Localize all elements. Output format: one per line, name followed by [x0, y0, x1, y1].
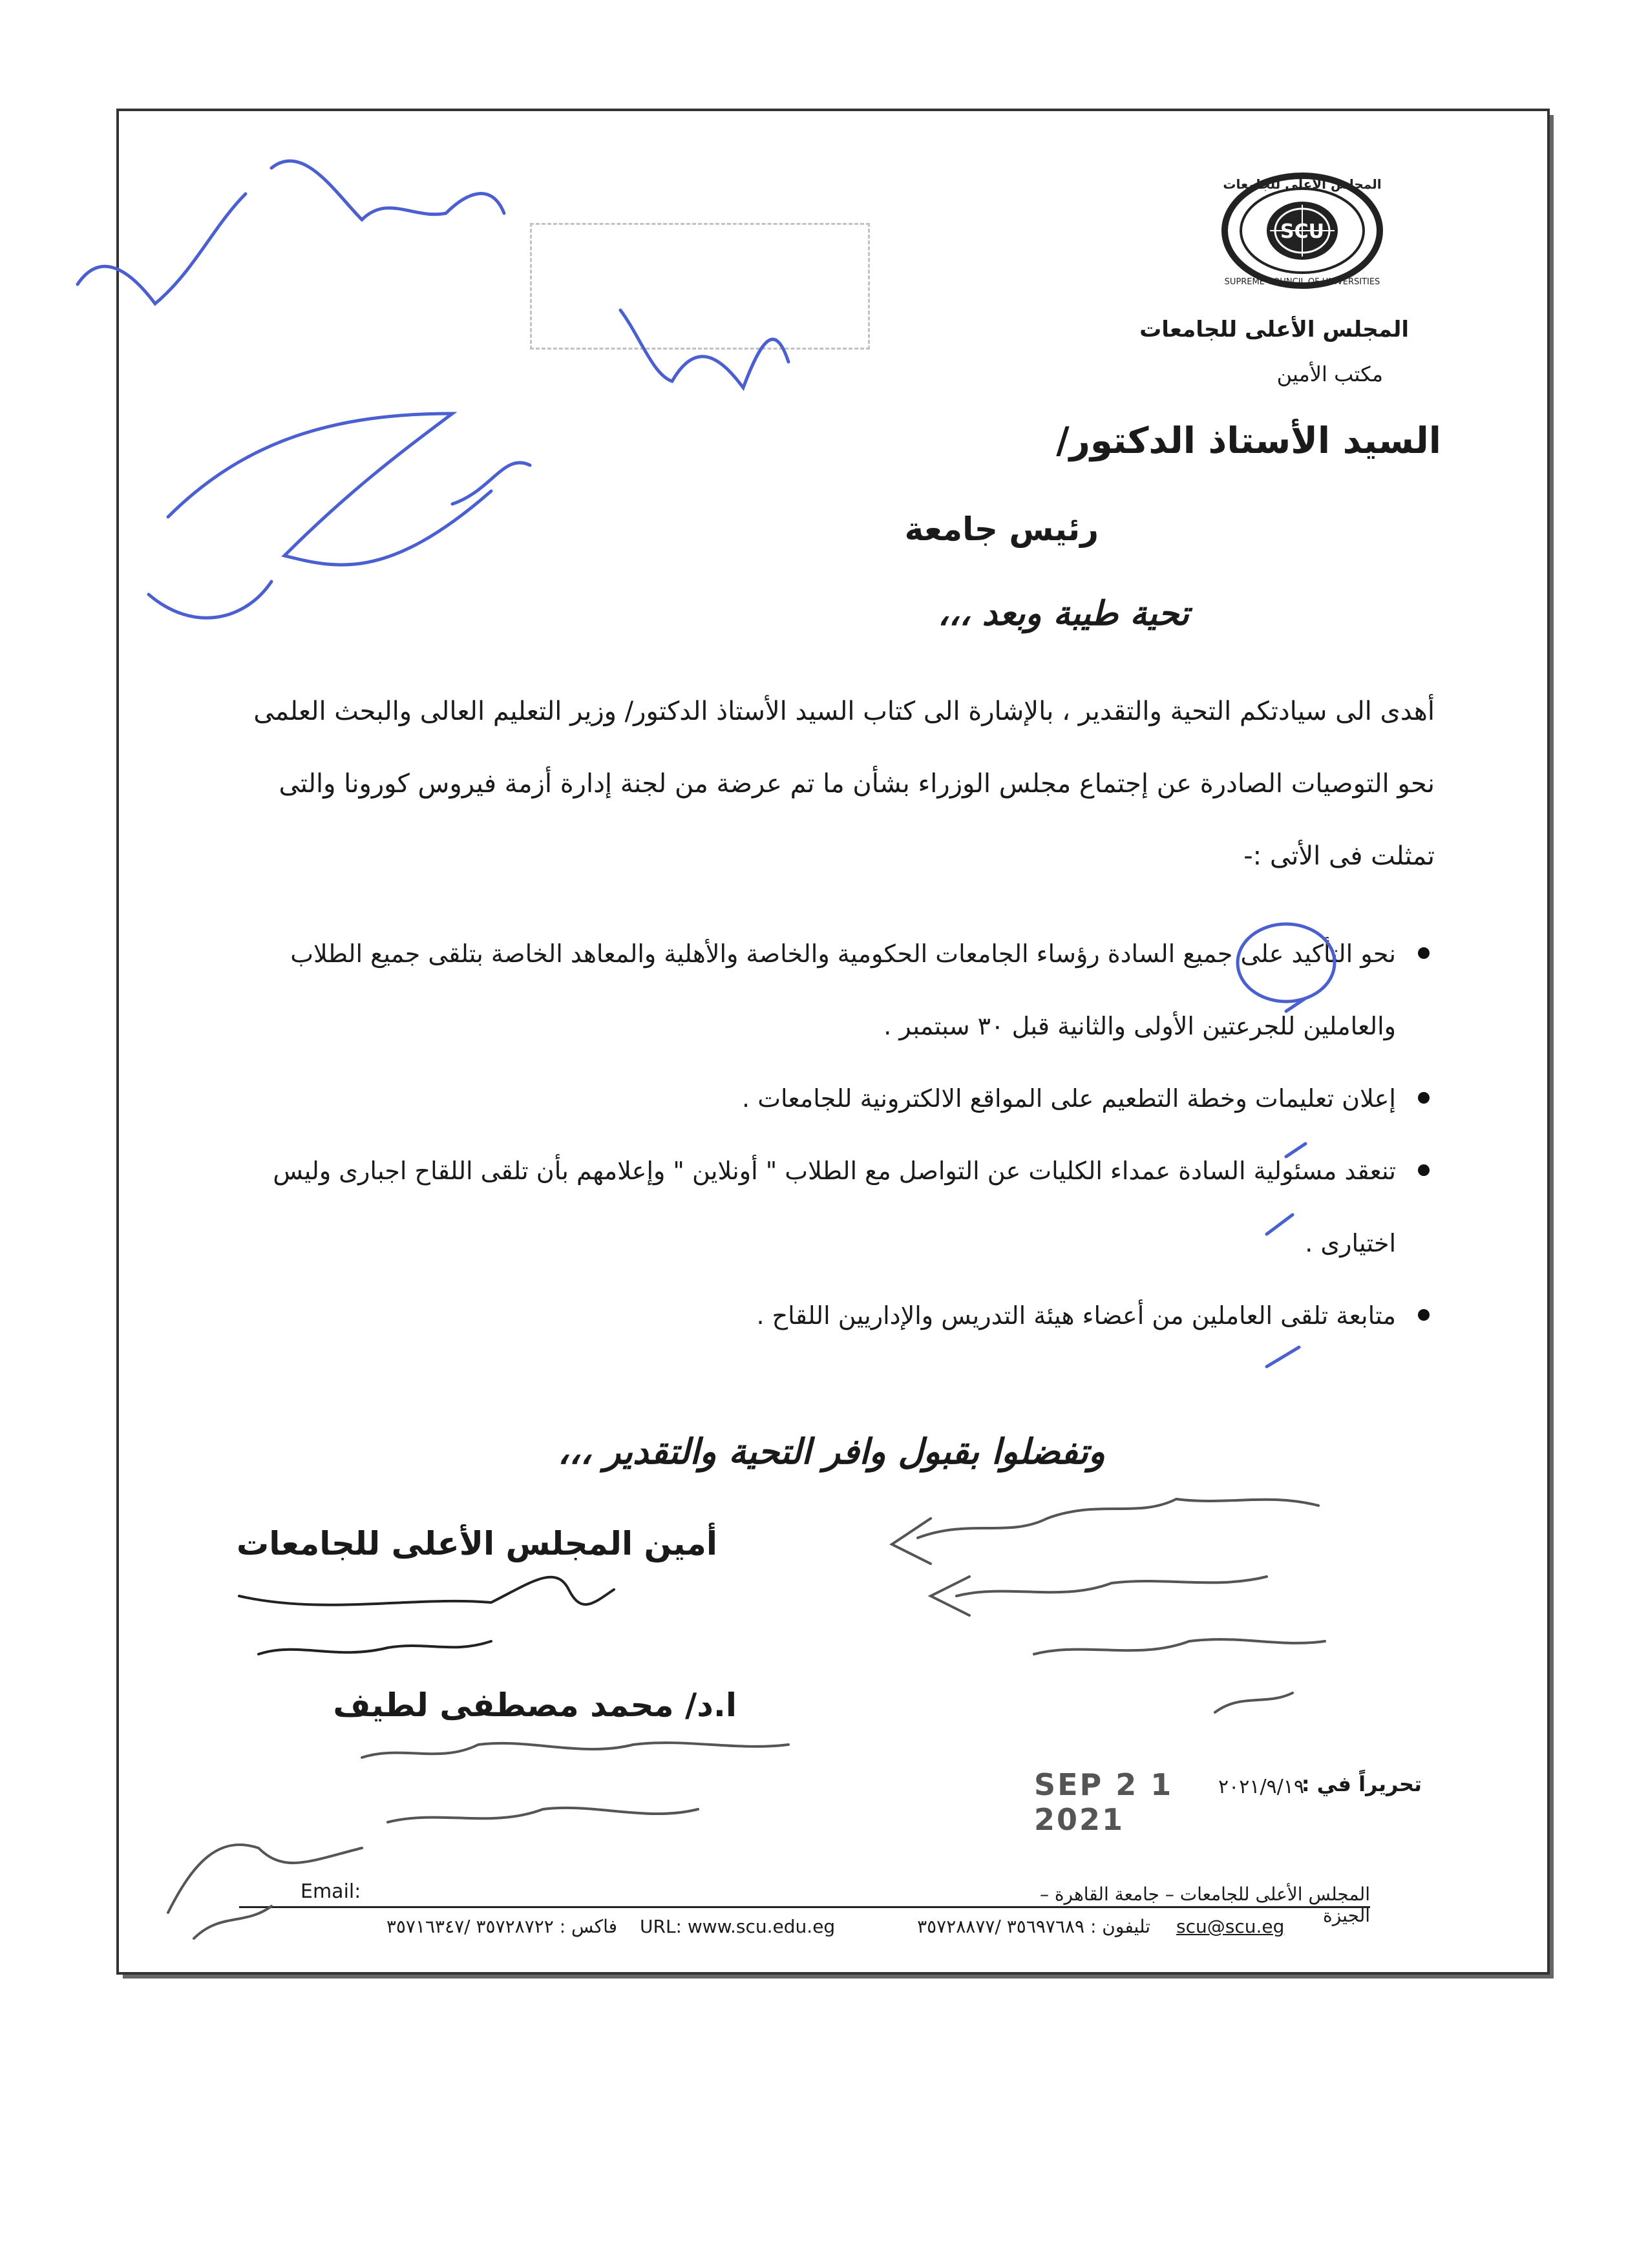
org-name: المجلس الأعلى للجامعات [1139, 317, 1409, 342]
received-stamp-box [530, 223, 870, 350]
bullet-icon [1418, 947, 1430, 959]
list-item [271, 918, 1435, 1062]
footer-fax: فاكس : ٣٥٧٢٨٧٢٢ /٣٥٧١٦٣٤٧ [386, 1916, 617, 1937]
addressee: رئيس جامعة [904, 510, 1099, 548]
seal-abbr: SCU [1280, 220, 1324, 243]
office-name: مكتب الأمين [1276, 362, 1383, 386]
closing-line: وتفضلوا بقبول وافر التحية والتقدير ،،، [558, 1431, 1105, 1472]
greeting: تحية طيبة وبعد ،،، [938, 594, 1189, 633]
footer-phone: تليفون : ٣٥٦٩٧٦٨٩ /٣٥٧٢٨٨٧٧ [917, 1916, 1150, 1937]
list-item-text: متابعة تلقى العاملين من أعضاء هيئة التدريس والإداريين اللقاح . [756, 1301, 1396, 1330]
recommendations-list [271, 918, 1435, 1352]
list-item [271, 1279, 1435, 1352]
list-item [271, 1062, 1435, 1135]
footer-address: المجلس الأعلى للجامعات – جامعة القاهرة – الجيزة [1039, 1884, 1370, 1926]
seal-arabic-text: المجلس الأعلى للجامعات [1223, 176, 1382, 192]
received-date-stamp: SEP 2 1 2021 [1034, 1767, 1174, 1837]
bullet-icon [1418, 1164, 1430, 1176]
seal-english-text: SUPREME COUNCIL OF UNIVERSITIES [1224, 277, 1380, 287]
list-item-text: إعلان تعليمات وخطة التطعيم على المواقع الالكترونية للجامعات . [742, 1084, 1396, 1113]
list-item-text: تنعقد مسئولية السادة عمداء الكليات عن التواصل مع الطلاب " أونلاين " وإعلامهم بأن تلقى اللقاح اجبارى وليس اختيارى . [273, 1157, 1396, 1257]
list-item-text: نحو التأكيد على جميع السادة رؤساء الجامعات الحكومية والخاصة والأهلية والمعاهد الخاصة بتلقى جميع الطلاب والعاملين للجرعتين الأولى والثانية قبل ٣٠ سبتمبر . [290, 940, 1396, 1040]
body-paragraph: أهدى الى سيادتكم التحية والتقدير ، بالإشارة الى كتاب السيد الأستاذ الدكتور/ وزير التعليم العالى والبحث العلمى نحو التوصيات الصادرة عن إجتماع مجلس الوزراء بشأن ما تم عرضة من لجنة إدارة أزمة فيروس كورونا والتى تمثلت فى الأتى :- [253, 697, 1435, 871]
signatory-name: ا.د/ محمد مصطفى لطيف [333, 1686, 737, 1724]
footer-email[interactable]: scu@scu.eg [1176, 1916, 1285, 1937]
date-label: تحريراً في : [1301, 1772, 1422, 1796]
list-item [271, 1135, 1435, 1279]
salutation: السيد الأستاذ الدكتور/ [1056, 420, 1441, 462]
bullet-icon [1418, 1309, 1430, 1321]
footer-url[interactable]: URL: www.scu.edu.eg [640, 1916, 836, 1937]
signatory-title: أمين المجلس الأعلى للجامعات [237, 1525, 717, 1562]
footer-email-label: Email: [301, 1880, 361, 1903]
scu-seal-logo [1215, 169, 1389, 292]
date-value: ٢٠٢١/٩/١٩ [1218, 1776, 1305, 1798]
bullet-icon [1418, 1092, 1430, 1104]
